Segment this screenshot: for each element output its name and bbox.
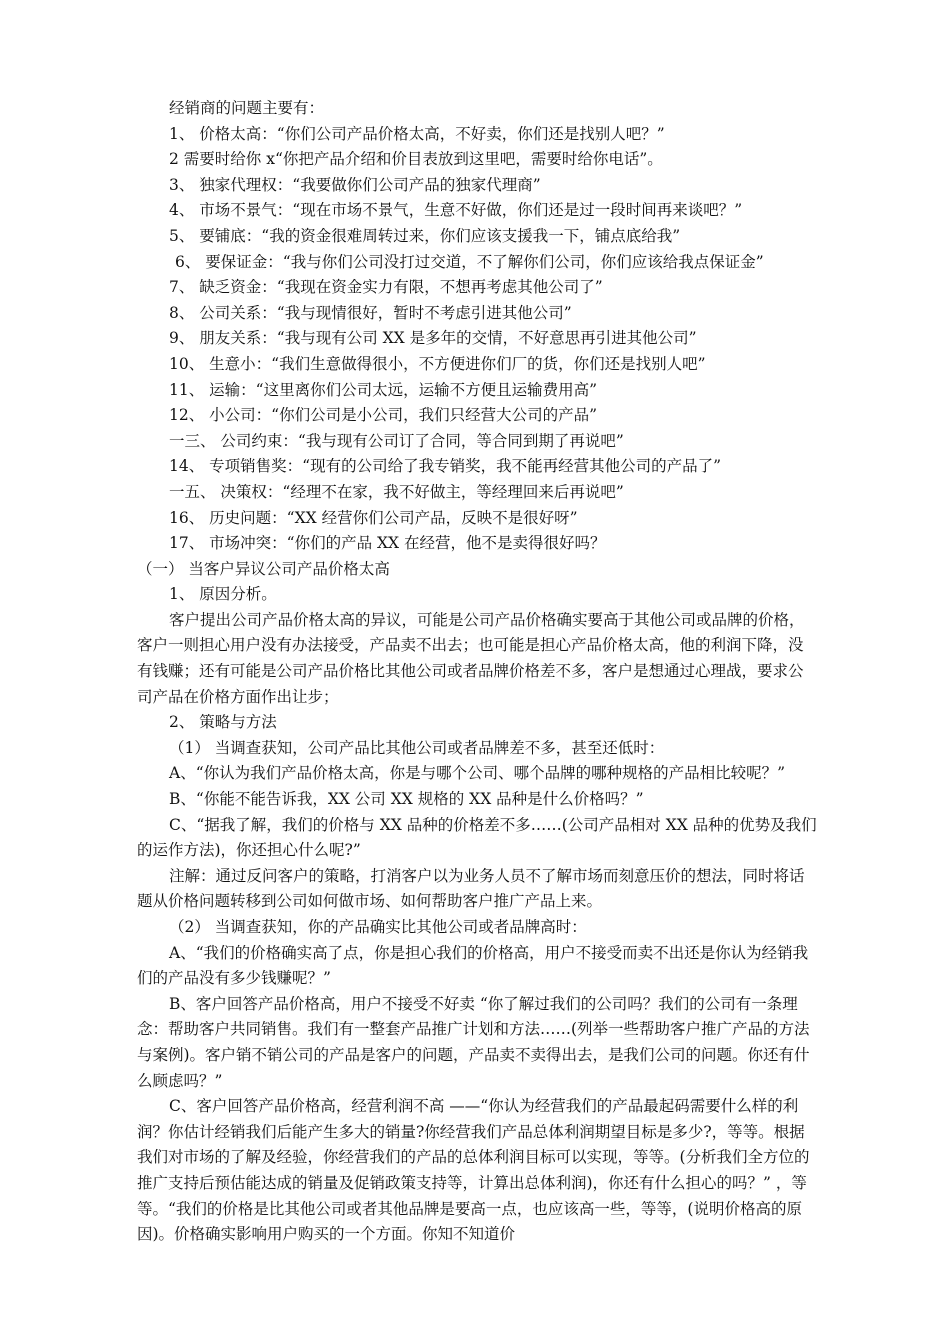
- dialog-c-2: C、客户回答产品价格高，经营利润不高 ——“你认为经营我们的产品最起码需要什么样的利润？你估计经销我们后能产生多大的销量?你经营我们产品总体利润期望目标是多少?，等等。根据我们对市场的了解及经验，你经营我们的产品的总体利润目标可以实现，等等。(分析我们全方位的推广支持后预估能达成的销量及促销政策支持等，计算出总体利润)，你还有什么担心的吗？” ，等等。“我们的价格是比其他公司或者其他品牌是要高一点，也应该高一些，等等，(说明价格高的原因)。价格确实影响用户购买的一个方面。你知不知道价: [137, 1097, 810, 1244]
- issue-item-2: 2 需要时给你 x“你把产品介绍和价目表放到这里吧，需要时给你电话”。: [169, 150, 663, 169]
- dialog-a-1: A、“你认为我们产品价格太高，你是与哪个公司、哪个品牌的哪种规格的产品相比较呢？”: [169, 764, 786, 783]
- issue-item-4: 4、 市场不景气：“现在市场不景气，生意不好做，你们还是过一段时间再来谈吧？”: [169, 201, 743, 220]
- issue-item-13: 一三、 公司约束：“我与现有公司订了合同，等合同到期了再说吧”: [169, 431, 624, 450]
- case-heading-1: （1） 当调查获知，公司产品比其他公司或者品牌差不多，甚至还低时：: [169, 738, 665, 757]
- issue-item-3: 3、 独家代理权：“我要做你们公司产品的独家代理商”: [169, 175, 541, 194]
- issue-item-15: 一五、 决策权：“经理不在家，我不好做主，等经理回来后再说吧”: [169, 482, 624, 501]
- issue-item-16: 16、 历史问题：“XX 经营你们公司产品，反映不是很好呀”: [169, 508, 578, 527]
- issue-item-7: 7、 缺乏资金：“我现在资金实力有限，不想再考虑其他公司了”: [169, 278, 603, 297]
- subheading-strategy: 2、 策略与方法: [169, 713, 277, 732]
- intro-line: 经销商的问题主要有：: [169, 99, 325, 117]
- subheading-cause-analysis: 1、 原因分析。: [169, 585, 277, 604]
- issue-item-11: 11、 运输：“这里离你们公司太远，运输不方便且运输费用高”: [169, 380, 598, 399]
- section-heading: （一） 当客户异议公司产品价格太高: [137, 559, 390, 578]
- dialog-a-2: A、“我们的价格确实高了点，你是担心我们的价格高，用户不接受而卖不出还是你认为经销我们的产品没有多少钱赚呢？”: [137, 943, 809, 988]
- document-body: [137, 96, 817, 1248]
- issue-item-12: 12、 小公司：“你们公司是小公司，我们只经营大公司的产品”: [169, 406, 598, 425]
- note-paragraph: 注解：通过反问客户的策略，打消客户以为业务人员不了解市场而刻意压价的想法，同时将话题从价格问题转移到公司如何做市场、如何帮助客户推广产品上来。: [137, 866, 805, 911]
- dialog-b-2: B、客户回答产品价格高，用户不接受不好卖 “你了解过我们的公司吗？我们的公司有一条理念：帮助客户共同销售。我们有一整套产品推广计划和方法……(列举一些帮助客户推广产品的方法与案例)。客户销不销公司的产品是客户的问题，产品卖不卖得出去，是我们公司的问题。你还有什么顾虑吗？”: [137, 994, 810, 1090]
- issue-item-14: 14、 专项销售奖：“现有的公司给了我专销奖，我不能再经营其他公司的产品了”: [169, 457, 722, 476]
- case-heading-2: （2） 当调查获知，你的产品确实比其他公司或者品牌高时：: [169, 918, 587, 936]
- issue-item-1: 1、 价格太高：“你们公司产品价格太高，不好卖，你们还是找别人吧？”: [169, 124, 665, 143]
- issue-item-10: 10、 生意小：“我们生意做得很小，不方便进你们厂的货，你们还是找别人吧”: [169, 354, 706, 373]
- dialog-c-1: C、“据我了解，我们的价格与 XX 品种的价格差不多……(公司产品相对 XX 品种的优势及我们的运作方法)，你还担心什么呢?”: [137, 815, 817, 860]
- issue-item-6: 6、 要保证金：“我与你们公司没打过交道，不了解你们公司，你们应该给我点保证金”: [175, 252, 764, 271]
- issue-item-8: 8、 公司关系：“我与现情很好，暂时不考虑引进其他公司”: [169, 303, 572, 322]
- dialog-b-1: B、“你能不能告诉我，XX 公司 XX 规格的 XX 品种是什么价格吗？”: [169, 790, 644, 809]
- issue-item-9: 9、 朋友关系：“我与现有公司 XX 是多年的交情，不好意思再引进其他公司”: [169, 329, 697, 348]
- issue-item-17: 17、 市场冲突：“你们的产品 XX 在经营，他不是卖得很好吗？: [169, 534, 606, 553]
- issue-item-5: 5、 要铺底：“我的资金很难周转过来，你们应该支援我一下，铺点底给我”: [169, 226, 681, 245]
- body-paragraph: 客户提出公司产品价格太高的异议，可能是公司产品价格确实要高于其他公司或品牌的价格，客户一则担心用户没有办法接受，产品卖不出去；也可能是担心产品价格太高，他的利润下降，没有钱赚；还有可能是公司产品价格比其他公司或者品牌价格差不多，客户是想通过心理战，要求公司产品在价格方面作出让步；: [137, 610, 805, 706]
